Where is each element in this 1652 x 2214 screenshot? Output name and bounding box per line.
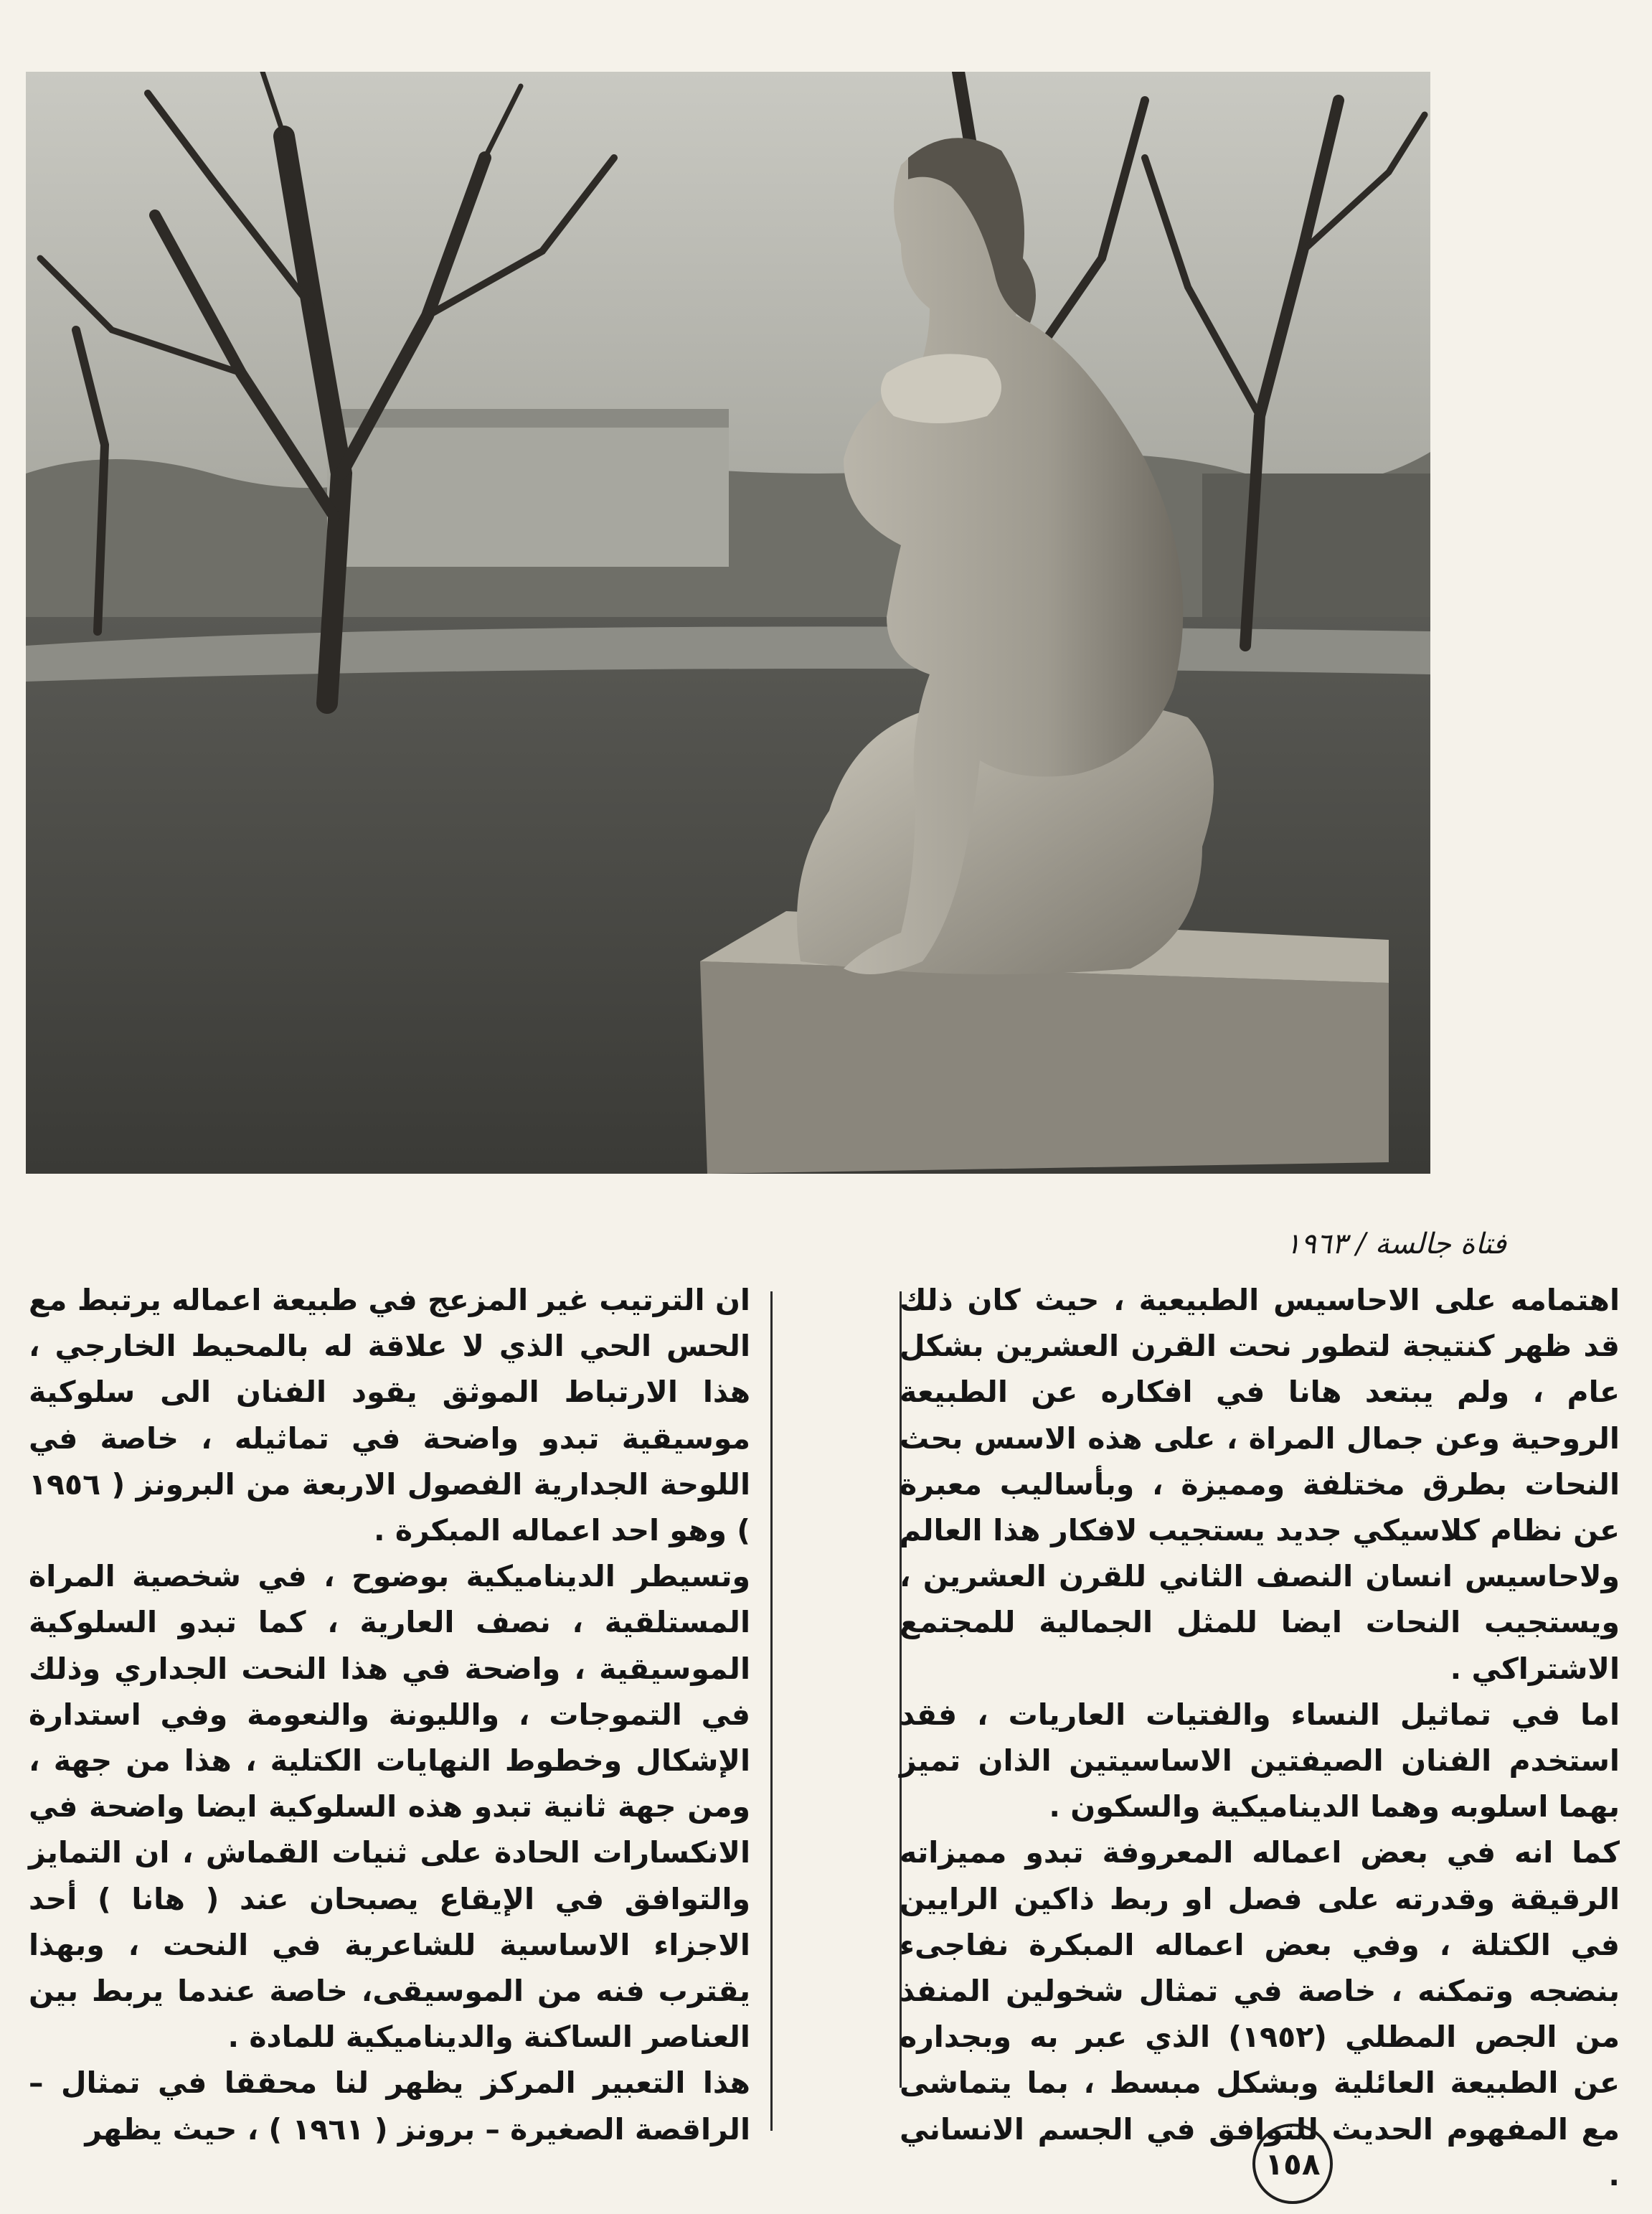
page-number: ١٥٨ — [1252, 2124, 1333, 2204]
paragraph: وتسيطر الديناميكية بوضوح ، في شخصية المراة المستلقية ، نصف العارية ، كما تبدو السلوكية الموسيقية ، واضحة في هذا النحت الجداري وذلك في التموجات ، والليونة والنعومة وفي استدارة الإشكال وخطوط النهايات الكتلية ، هذا من جهة ، ومن جهة ثانية تبدو هذه السلوكية ايضا واضحة في الانكسارات الحادة على ثنيات القماش ، ان التمايز والتوافق في الإيقاع يصبحان عند ( هانا ) أحد الاجزاء الاساسية للشاعرية في النحت ، وبهذا يقترب فنه من الموسيقى، خاصة عندما يربط بين العناصر الساكنة والديناميكية للمادة . — [29, 1559, 750, 2055]
article-column-left — [29, 1277, 750, 2152]
statue-photo-image — [26, 72, 1430, 1174]
article-column-right — [900, 1277, 1620, 2198]
photo-caption: فتاة جالسة / ١٩٦٣ — [1285, 1228, 1506, 1261]
paragraph: ان الترتيب غير المزعج في طبيعة اعماله يرتبط مع الحس الحي الذي لا علاقة له بالمحيط الخارجي ، هذا الارتباط الموثق يقود الفنان الى سلوكية موسيقية تبدو واضحة في تماثيله ، خاصة في اللوحة الجدارية الفصول الاربعة من البرونز ( ١٩٥٦ ) وهو احد اعماله المبكرة . — [29, 1283, 750, 1548]
paragraph: كما انه في بعض اعماله المعروفة تبدو مميزاته الرقيقة وقدرته على فصل او ربط ذاكين الرايين في الكتلة ، وفي بعض اعماله المبكرة نفاجىء بنضجه وتمكنه ، خاصة في تمثال شخولين المنفذ من الجص المطلي (١٩٥٢) الذي عبر به وبجداره عن الطبيعة العائلية وبشكل مبسط ، بما يتماشى مع المفهوم الحديث للتوافق في الجسم الانساني . — [900, 1835, 1620, 2192]
paragraph: اما في تماثيل النساء والفتيات العاريات ، فقد استخدم الفنان الصيفتين الاساسيتين الذان تميز بهما اسلوبه وهما الديناميكية والسكون . — [900, 1697, 1620, 1824]
statue-photograph — [26, 72, 1430, 1174]
paragraph: هذا التعبير المركز يظهر لنا محققا في تمثال – الراقصة الصغيرة – برونز ( ١٩٦١ ) ، حيث يظهر — [29, 2065, 750, 2147]
column-divider — [770, 1291, 773, 2131]
paragraph: اهتمامه على الاحاسيس الطبيعية ، حيث كان ذلك قد ظهر كنتيجة لتطور نحت القرن العشرين بشكل عام ، ولم يبتعد هانا في افكاره عن الطبيعة الروحية وعن جمال المراة ، على هذه الاسس بحث النحات بطرق مختلفة ومميزة ، وبأساليب معبرة عن نظام كلاسيكي جديد يستجيب لافكار هذا العالم ولاحاسيس انسان النصف الثاني للقرن العشرين ، ويستجيب النحات ايضا للمثل الجمالية للمجتمع الاشتراكي . — [900, 1283, 1620, 1686]
